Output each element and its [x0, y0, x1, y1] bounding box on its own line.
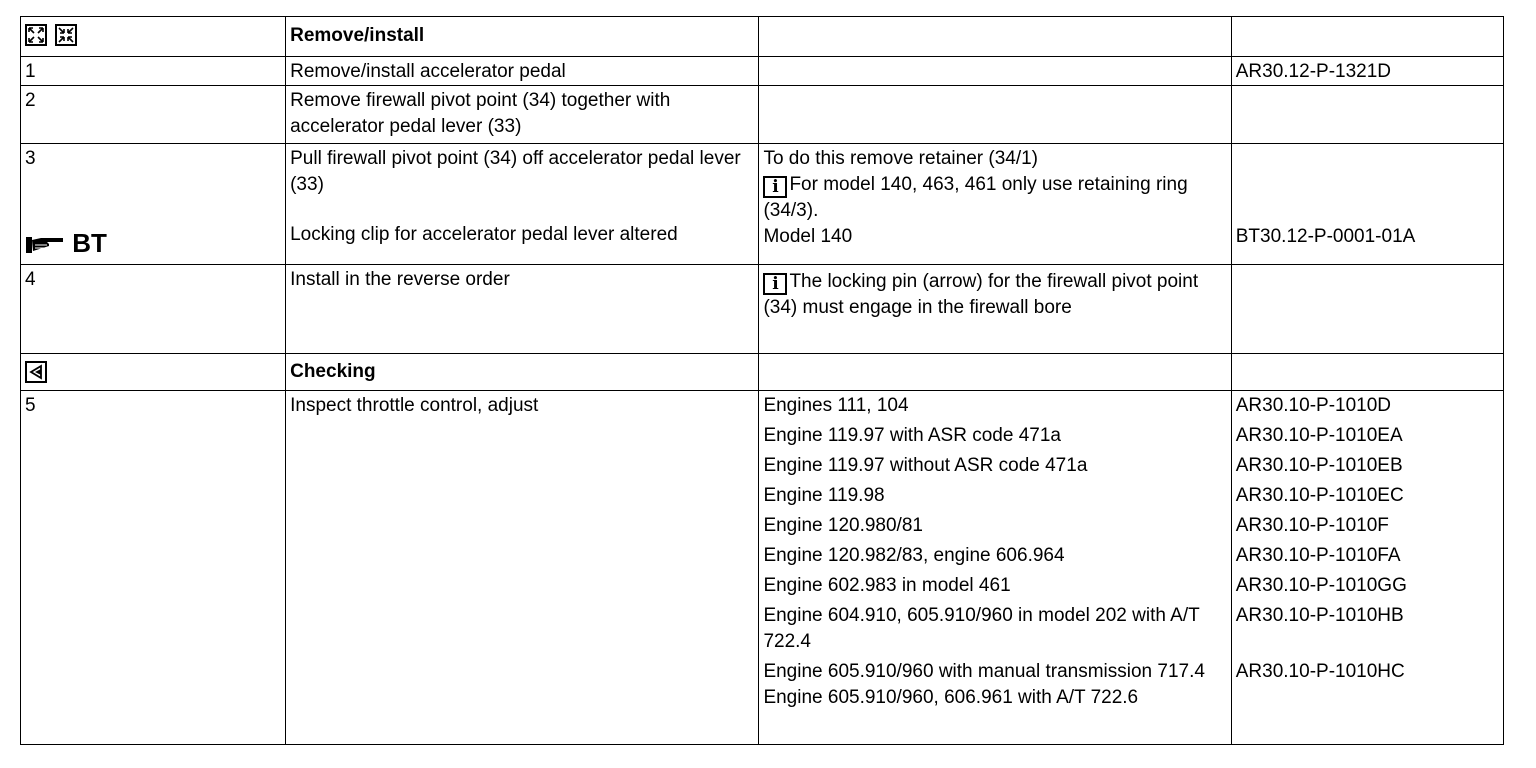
engine-item: Engine 120.982/83, engine 606.964: [763, 545, 1065, 566]
bt-reference-link[interactable]: BT30.12-P-0001-01A: [1235, 226, 1416, 247]
engine-item: Engine 604.910, 605.910/960 in model 202 with A/T 722.4: [763, 605, 1200, 652]
engine-list: [759, 391, 1231, 745]
table-row: [21, 144, 1504, 265]
doc-reference-link[interactable]: AR30.10-P-1010D: [1235, 395, 1392, 416]
bt-action: Locking clip for accelerator pedal lever altered: [290, 224, 678, 245]
step-number: 1: [21, 57, 286, 86]
step-ref-cell: [1231, 144, 1503, 265]
doc-reference-link[interactable]: AR30.10-P-1010EB: [1235, 455, 1403, 476]
engine-item: Engine 120.980/81: [763, 515, 923, 536]
bt-note: Model 140: [763, 226, 853, 247]
step-number: 3: [25, 148, 36, 169]
doc-reference-link[interactable]: AR30.10-P-1010F: [1235, 515, 1389, 536]
info-note-text: The locking pin (arrow) for the firewall pivot point (34) must engage in the firewall bore: [763, 271, 1199, 318]
doc-reference-link[interactable]: AR30.10-P-1010HC: [1235, 661, 1405, 682]
step-number: 5: [21, 391, 286, 745]
bt-marker: [25, 230, 107, 260]
step-action: Inspect throttle control, adjust: [286, 391, 759, 745]
empty-cell: [1231, 354, 1503, 391]
step-action: Remove firewall pivot point (34) together with accelerator pedal lever (33): [286, 86, 759, 144]
empty-cell: [759, 57, 1231, 86]
step-number: 4: [21, 265, 286, 354]
section-icons-cell: [21, 17, 286, 57]
step-note: To do this remove retainer (34/1): [763, 148, 1039, 169]
pointing-hand-icon: [25, 233, 67, 255]
empty-cell: [759, 354, 1231, 391]
engine-item: Engine 605.910/960, 606.961 with A/T 722.6: [763, 687, 1139, 708]
info-note: [763, 172, 1226, 224]
doc-reference-link[interactable]: AR30.12-P-1321D: [1231, 57, 1503, 86]
install-icon: [55, 24, 77, 46]
engine-item: Engines 111, 104: [763, 395, 909, 416]
table-row: [21, 86, 1504, 144]
doc-reference-link[interactable]: AR30.10-P-1010FA: [1235, 545, 1401, 566]
doc-reference-link[interactable]: AR30.10-P-1010HB: [1235, 605, 1404, 626]
step-action: Install in the reverse order: [286, 265, 759, 354]
doc-reference-link[interactable]: AR30.10-P-1010EA: [1235, 425, 1403, 446]
info-icon: i: [763, 273, 787, 295]
step-action: Pull firewall pivot point (34) off accelerator pedal lever (33): [290, 148, 741, 195]
step-action: Remove/install accelerator pedal: [286, 57, 759, 86]
step-action-cell: [286, 144, 759, 265]
table-row: [21, 265, 1504, 354]
engine-item: Engine 602.983 in model 461: [763, 575, 1011, 596]
doc-reference-link[interactable]: AR30.10-P-1010GG: [1235, 575, 1407, 596]
engine-ref-list: [1231, 391, 1503, 745]
table-row: [21, 57, 1504, 86]
engine-item: Engine 119.97 without ASR code 471a: [763, 455, 1088, 476]
empty-cell: [759, 86, 1231, 144]
empty-cell: [1231, 86, 1503, 144]
empty-cell: [759, 17, 1231, 57]
section-header-checking: [21, 354, 1504, 391]
checking-icon-cell: [21, 354, 286, 391]
empty-cell: [1231, 17, 1503, 57]
info-icon: i: [763, 176, 787, 198]
section-title: Checking: [286, 354, 759, 391]
doc-reference-link[interactable]: AR30.10-P-1010EC: [1235, 485, 1404, 506]
section-title: Remove/install: [286, 17, 759, 57]
step-notes-cell: [759, 144, 1231, 265]
engine-item: Engine 119.98: [763, 485, 885, 506]
step-number: 2: [21, 86, 286, 144]
step-number-cell: [21, 144, 286, 265]
remove-icon: [25, 24, 47, 46]
table-row: [21, 391, 1504, 745]
section-header-remove-install: [21, 17, 1504, 57]
info-note-text: For model 140, 463, 461 only use retaining ring (34/3).: [763, 174, 1188, 221]
engine-item: Engine 119.97 with ASR code 471a: [763, 425, 1061, 446]
engine-item: Engine 605.910/960 with manual transmission 717.4: [763, 661, 1205, 682]
info-note: [759, 265, 1231, 354]
bt-label: BT: [72, 228, 107, 258]
procedure-table: [20, 16, 1504, 745]
checking-icon: [25, 361, 47, 383]
empty-cell: [1231, 265, 1503, 354]
